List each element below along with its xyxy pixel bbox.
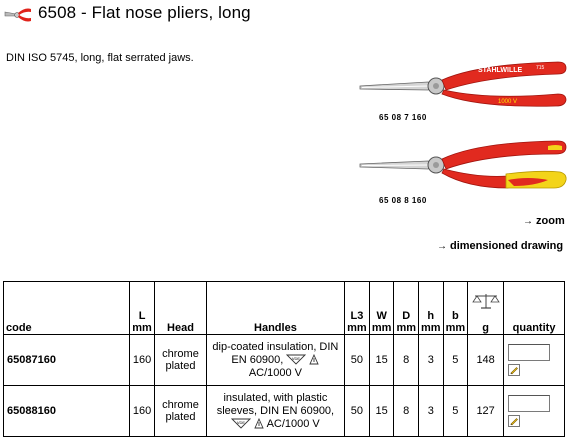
- col-header-W: W mm: [369, 282, 394, 335]
- svg-text:VDE: VDE: [292, 356, 301, 362]
- cell-h: 3: [419, 386, 444, 437]
- cell-code: 65088160: [4, 386, 130, 437]
- quantity-input[interactable]: [508, 395, 550, 412]
- col-header-head: Head: [155, 282, 207, 335]
- cell-h: 3: [419, 335, 444, 386]
- plier-code-label: 65 08 8 160: [379, 196, 427, 205]
- dimensioned-drawing-link[interactable]: [437, 240, 563, 252]
- brand-marking: STAHLWILLE: [478, 67, 523, 74]
- cell-L: 160: [130, 335, 155, 386]
- cell-head: chrome plated: [155, 335, 207, 386]
- scale-icon: [472, 292, 500, 310]
- cell-handles: dip-coated insulation, DIN EN 60900, VDE AC/1000 V: [206, 335, 344, 386]
- cell-weight: 127: [468, 386, 504, 437]
- svg-text:VDE: VDE: [236, 420, 246, 426]
- col-header-D: D mm: [394, 282, 419, 335]
- col-header-quantity: quantity: [504, 282, 565, 335]
- zoom-link-label: zoom: [536, 215, 565, 227]
- cell-L: 160: [130, 386, 155, 437]
- edit-pencil-icon[interactable]: [508, 364, 520, 376]
- vde-certification-icon: [286, 354, 306, 365]
- col-header-code: code: [4, 282, 130, 335]
- insulation-triangle-icon: [309, 354, 319, 365]
- cell-D: 8: [394, 386, 419, 437]
- table-row: [4, 386, 565, 437]
- page-title: 6508 - Flat nose pliers, long: [38, 3, 251, 22]
- cell-b: 5: [443, 335, 468, 386]
- arrow-right-icon: →: [437, 241, 447, 252]
- col-header-b: b mm: [443, 282, 468, 335]
- plier-image-yellow-handles[interactable]: [358, 136, 568, 190]
- zoom-link[interactable]: [523, 215, 565, 227]
- col-header-h: h mm: [419, 282, 444, 335]
- col-header-L: L mm: [130, 282, 155, 335]
- table-row: [4, 335, 565, 386]
- insulation-triangle-icon: [254, 418, 264, 429]
- cell-W: 15: [369, 386, 394, 437]
- col-header-weight: g: [468, 282, 504, 335]
- cell-quantity: [504, 386, 565, 437]
- plier-image-red-handles[interactable]: [358, 56, 568, 108]
- cell-head: chrome plated: [155, 386, 207, 437]
- table-header-row: [4, 282, 565, 335]
- vde-certification-icon: [231, 418, 251, 429]
- quantity-input[interactable]: [508, 344, 550, 361]
- dimensioned-drawing-label: dimensioned drawing: [450, 240, 564, 252]
- cell-handles: insulated, with plastic sleeves, DIN EN 60900, VDE AC/1000 V: [206, 386, 344, 437]
- pliers-thumbnail-icon: [4, 4, 32, 26]
- cell-D: 8: [394, 335, 419, 386]
- cell-code: 65087160: [4, 335, 130, 386]
- voltage-marking: 1000 V: [498, 99, 518, 105]
- plier-code-label: 65 08 7 160: [379, 113, 427, 122]
- edit-pencil-icon[interactable]: [508, 415, 520, 427]
- product-spec-table: [3, 281, 565, 437]
- product-description: DIN ISO 5745, long, flat serrated jaws.: [6, 52, 194, 64]
- cell-weight: 148: [468, 335, 504, 386]
- cell-W: 15: [369, 335, 394, 386]
- cell-L3: 50: [344, 335, 369, 386]
- cell-quantity: [504, 335, 565, 386]
- cell-L3: 50: [344, 386, 369, 437]
- col-header-handles: Handles: [206, 282, 344, 335]
- col-header-L3: L3 mm: [344, 282, 369, 335]
- cell-b: 5: [443, 386, 468, 437]
- arrow-right-icon: →: [523, 216, 533, 227]
- series-marking: 715: [536, 65, 545, 71]
